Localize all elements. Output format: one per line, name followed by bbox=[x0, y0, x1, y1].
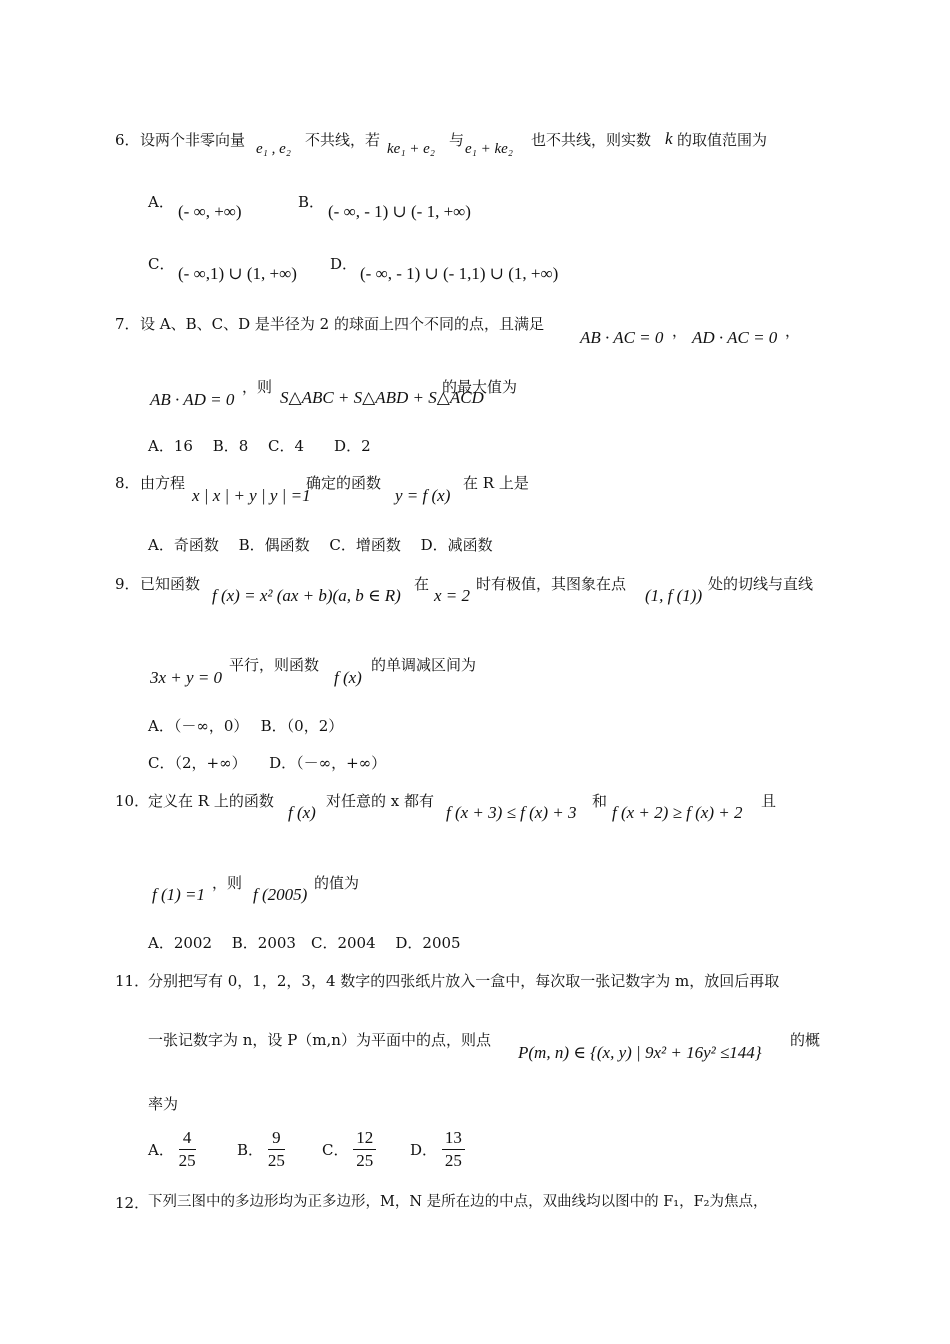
q6-option-a-label: A． bbox=[148, 193, 174, 211]
q9-text-5: 平行，则函数 bbox=[229, 656, 320, 674]
q6-text-4: 也不共线，则实数 bbox=[531, 131, 652, 149]
q11-option-d-denominator: 25 bbox=[444, 1151, 462, 1170]
q10-math-ineq-1: f (x + 3) ≤ f (x) + 3 bbox=[446, 803, 577, 822]
q7-math-ad-ac: AD · AC = 0 bbox=[692, 328, 778, 347]
q10-math-f1: f (1) =1 bbox=[152, 885, 206, 904]
q7-comma-2: ， bbox=[785, 322, 801, 340]
q8-math-equation: x | x | + y | y | =1 bbox=[192, 486, 311, 505]
q11-option-b bbox=[237, 1128, 285, 1171]
q6-text-1: 设两个非零向量 bbox=[140, 131, 246, 149]
q11-text-2: 一张记数字为 n，设 P（m,n）为平面中的点，则点 bbox=[148, 1031, 491, 1049]
q8-math-function: y = f (x) bbox=[395, 486, 451, 505]
q10-text-2: 对任意的 x 都有 bbox=[326, 792, 434, 810]
q11-option-a-label: A． bbox=[148, 1141, 174, 1159]
q9-math-line: 3x + y = 0 bbox=[150, 668, 223, 687]
q6-option-c: (- ∞,1) ∪ (1, +∞) bbox=[178, 264, 297, 283]
q11-option-c-numerator: 12 bbox=[353, 1128, 376, 1150]
q11-option-b-fraction bbox=[268, 1128, 285, 1171]
q11-math-set: P(m, n) ∈ {(x, y) | 9x² + 16y² ≤144} bbox=[518, 1043, 762, 1062]
q12-number: 12． bbox=[115, 1194, 150, 1212]
q9-math-fx: f (x) bbox=[334, 668, 362, 687]
q11-option-c-denominator: 25 bbox=[356, 1151, 374, 1170]
q11-option-b-denominator: 25 bbox=[267, 1151, 285, 1170]
q9-text-2: 在 bbox=[414, 575, 430, 593]
q8-number: 8． bbox=[115, 474, 140, 492]
q7-options: A．16 B．8 C．4 D．2 bbox=[148, 437, 371, 455]
q8-options: A．奇函数 B．偶函数 C．增函数 D．减函数 bbox=[148, 536, 493, 554]
q11-option-d-label: D． bbox=[410, 1141, 438, 1159]
q11-option-b-label: B． bbox=[237, 1141, 264, 1159]
q9-text-4: 处的切线与直线 bbox=[708, 575, 814, 593]
q8-text-2: 确定的函数 bbox=[306, 474, 382, 492]
q8-text-1: 由方程 bbox=[140, 474, 186, 492]
q10-number: 10． bbox=[115, 792, 150, 810]
q11-option-d bbox=[410, 1128, 465, 1171]
q9-number: 9． bbox=[115, 575, 140, 593]
q9-math-point: (1, f (1)) bbox=[645, 586, 703, 605]
q6-number: 6． bbox=[115, 131, 140, 149]
q10-options: A．2002 B．2003 C．2004 D．2005 bbox=[148, 934, 461, 952]
q11-option-d-fraction bbox=[442, 1128, 465, 1171]
q11-text-3: 的概 bbox=[790, 1031, 821, 1049]
q10-text-5: ，则 bbox=[212, 874, 243, 892]
q6-text-2: 不共线，若 bbox=[305, 131, 381, 149]
q9-math-x2: x = 2 bbox=[434, 586, 471, 605]
q10-text-3: 和 bbox=[592, 792, 608, 810]
q9-text-6: 的单调减区间为 bbox=[371, 656, 477, 674]
q6-option-c-label: C． bbox=[148, 255, 175, 273]
q9-text-1: 已知函数 bbox=[140, 575, 201, 593]
q11-option-a bbox=[148, 1128, 196, 1171]
q6-option-d: (- ∞, - 1) ∪ (- 1,1) ∪ (1, +∞) bbox=[360, 264, 559, 283]
q6-option-b: (- ∞, - 1) ∪ (- 1, +∞) bbox=[328, 202, 471, 221]
q7-text-3: 的最大值为 bbox=[442, 378, 518, 396]
q10-text-1: 定义在 R 上的函数 bbox=[148, 792, 274, 810]
q11-option-a-fraction bbox=[179, 1128, 196, 1171]
q11-number: 11． bbox=[115, 972, 150, 990]
q6-option-a: (- ∞, +∞) bbox=[178, 202, 242, 221]
q6-math-e1ke2: e₁ + ke₂ bbox=[465, 141, 514, 157]
q11-option-a-numerator: 4 bbox=[179, 1128, 196, 1150]
q9-options-row-1: A．（－∞，0） B．（0，2） bbox=[148, 717, 344, 735]
q7-text-1: 设 A、B、C、D 是半径为 2 的球面上四个不同的点，且满足 bbox=[140, 315, 544, 333]
q11-option-c-fraction bbox=[353, 1128, 376, 1171]
q10-text-6: 的值为 bbox=[314, 874, 360, 892]
q10-text-4: 且 bbox=[761, 792, 777, 810]
q11-option-c bbox=[322, 1128, 376, 1171]
q7-math-ab-ad: AB · AD = 0 bbox=[150, 390, 235, 409]
q6-option-b-label: B． bbox=[298, 193, 325, 211]
q9-text-3: 时有极值，其图象在点 bbox=[476, 575, 627, 593]
q7-comma-1: ， bbox=[672, 322, 688, 340]
q11-text-4: 率为 bbox=[148, 1095, 179, 1113]
q9-options-row-2: C．（2，+∞） D．（－∞，+∞） bbox=[148, 754, 387, 772]
q11-option-d-numerator: 13 bbox=[442, 1128, 465, 1150]
q6-text-5: 的取值范围为 bbox=[677, 131, 768, 149]
q8-text-3: 在 R 上是 bbox=[463, 474, 529, 492]
q7-math-area-sum: S△ABC + S△ABD + S△ACD bbox=[280, 388, 484, 407]
q6-text-3: 与 bbox=[449, 131, 465, 149]
q10-math-f2005: f (2005) bbox=[253, 885, 308, 904]
q10-math-fx: f (x) bbox=[288, 803, 316, 822]
q7-number: 7． bbox=[115, 315, 140, 333]
q11-option-a-denominator: 25 bbox=[178, 1151, 196, 1170]
q6-option-d-label: D． bbox=[330, 255, 358, 273]
q11-text-1: 分别把写有 0，1，2，3，4 数字的四张纸片放入一盒中，每次取一张记数字为 m，放回后再取 bbox=[148, 972, 780, 990]
q7-text-2: ，则 bbox=[242, 378, 273, 396]
q11-option-c-label: C． bbox=[322, 1141, 349, 1159]
q10-math-ineq-2: f (x + 2) ≥ f (x) + 2 bbox=[612, 803, 743, 822]
q6-math-ke1e2: ke₁ + e₂ bbox=[387, 141, 436, 157]
q11-option-b-numerator: 9 bbox=[268, 1128, 285, 1150]
q12-text-1: 下列三图中的多边形均为正多边形，M，N 是所在边的中点，双曲线均以图中的 F₁，F₂为焦点， bbox=[148, 1194, 768, 1210]
q9-math-function: f (x) = x² (ax + b)(a, b ∈ R) bbox=[212, 586, 401, 605]
q6-k: k bbox=[665, 129, 673, 148]
q7-math-ab-ac: AB · AC = 0 bbox=[580, 328, 664, 347]
q6-math-vectors: e₁ , e₂ bbox=[256, 141, 291, 157]
